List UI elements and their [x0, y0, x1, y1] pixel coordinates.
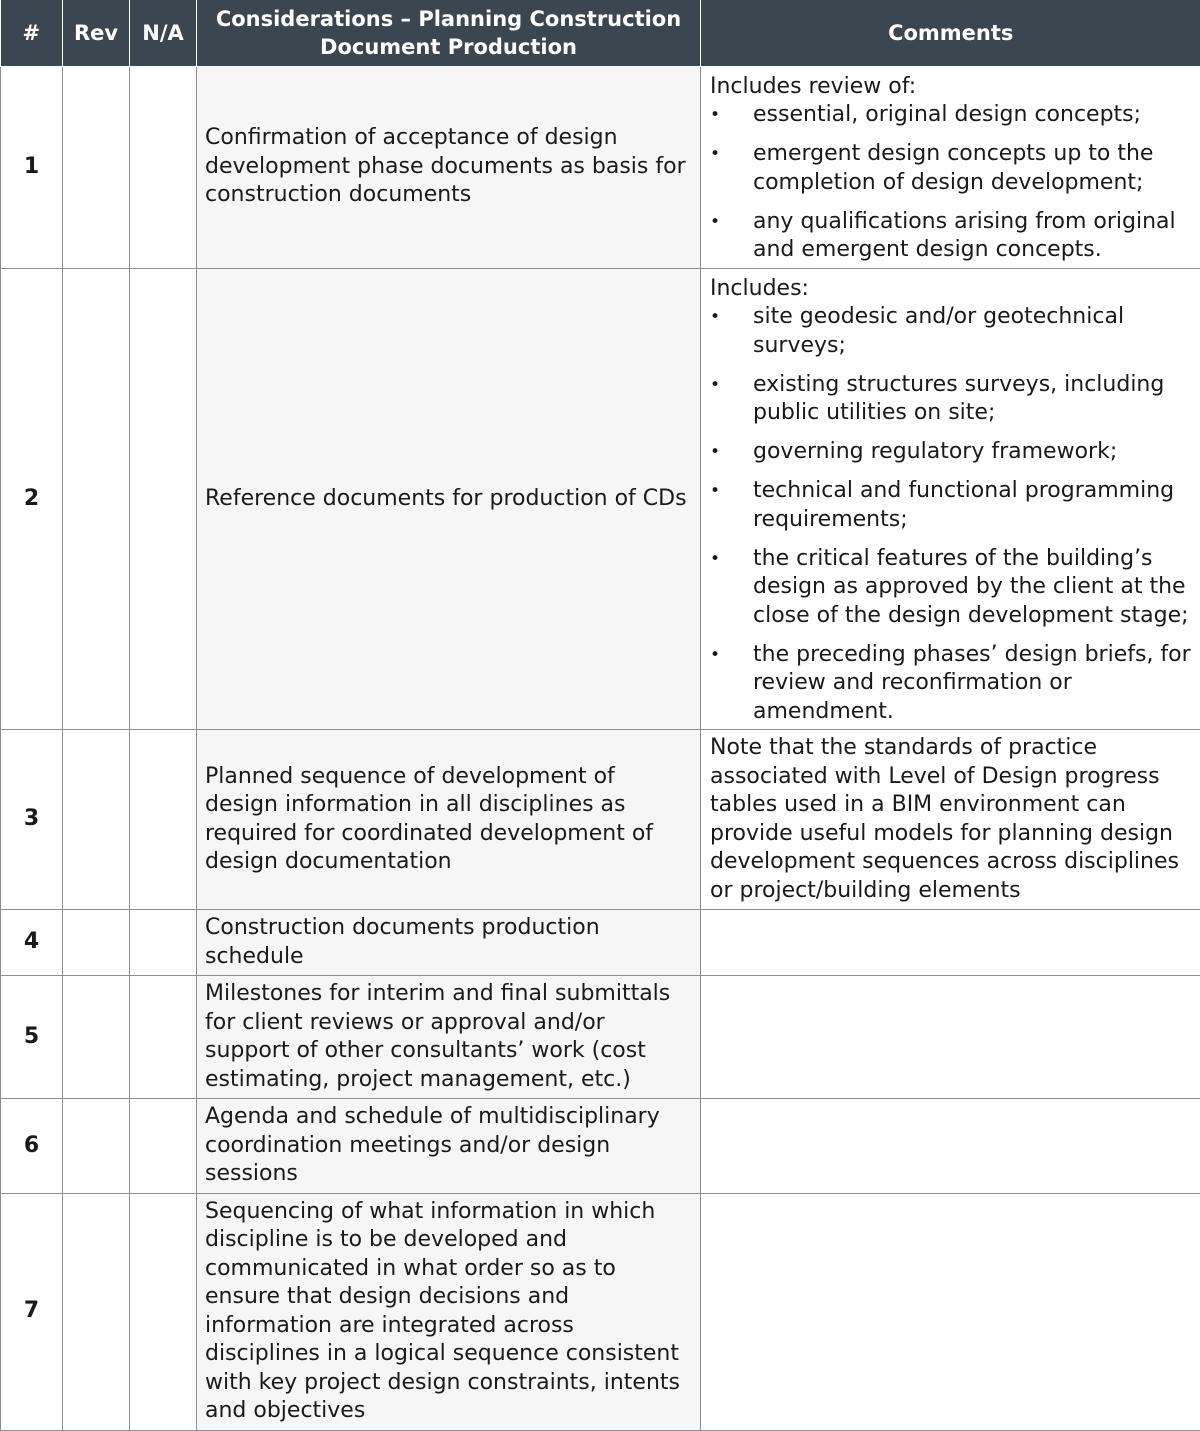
header-na: N/A — [130, 0, 197, 66]
comment-cell: Note that the standards of practice associated with Level of Design progress tables used in a BIM environment can provide useful models for planning design development sequences across disciplines or project/building elements — [701, 730, 1200, 910]
header-comments: Comments — [701, 0, 1200, 66]
consideration-cell: Milestones for interim and final submittals for client reviews or approval and/or support of other consultants’ work (cost estimating, project management, etc.) — [197, 976, 701, 1099]
table-row — [1, 1099, 1200, 1194]
comment-intro: Includes review of: — [710, 73, 1192, 102]
na-cell[interactable] — [130, 976, 197, 1099]
comment-bullet: • emergent design concepts up to the completion of design development; — [710, 140, 1192, 197]
na-cell[interactable] — [130, 730, 197, 910]
comment-bullet: • governing regulatory framework; — [710, 438, 1192, 467]
consideration-cell: Confirmation of acceptance of design development phase documents as basis for construction documents — [197, 66, 701, 268]
header-row — [1, 0, 1200, 66]
comment-cell — [701, 268, 1200, 730]
comment-bullet: • the critical features of the building’s design as approved by the client at the close of the design development stage; — [710, 545, 1192, 631]
row-number: 3 — [1, 730, 63, 910]
header-num: # — [1, 0, 63, 66]
table-row — [1, 730, 1200, 910]
row-number: 7 — [1, 1193, 63, 1430]
rev-cell[interactable] — [63, 910, 130, 976]
consideration-cell: Reference documents for production of CDs — [197, 268, 701, 730]
na-cell[interactable] — [130, 1099, 197, 1194]
row-number: 4 — [1, 910, 63, 976]
table-row — [1, 66, 1200, 268]
rev-cell[interactable] — [63, 1099, 130, 1194]
comment-cell — [701, 1099, 1200, 1194]
comment-bullet: • the preceding phases’ design briefs, for review and reconfirmation or amendment. — [710, 641, 1192, 727]
na-cell[interactable] — [130, 268, 197, 730]
table-row — [1, 268, 1200, 730]
row-number: 6 — [1, 1099, 63, 1194]
comment-cell — [701, 1193, 1200, 1430]
table-row — [1, 1193, 1200, 1430]
comment-bullet: • existing structures surveys, including public utilities on site; — [710, 371, 1192, 428]
rev-cell[interactable] — [63, 268, 130, 730]
row-number: 2 — [1, 268, 63, 730]
header-considerations: Considerations – Planning Construction Document Production — [197, 0, 701, 66]
consideration-cell: Construction documents production schedule — [197, 910, 701, 976]
na-cell[interactable] — [130, 66, 197, 268]
comment-cell — [701, 976, 1200, 1099]
table-row — [1, 910, 1200, 976]
consideration-cell: Sequencing of what information in which discipline is to be developed and communicated in what order so as to ensure that design decisions and information are integrated across disciplines in a logical sequence consistent with key project design constraints, intents and objectives — [197, 1193, 701, 1430]
comment-cell — [701, 910, 1200, 976]
row-number: 1 — [1, 66, 63, 268]
table-row — [1, 976, 1200, 1099]
comment-bullet: • any qualifications arising from original and emergent design concepts. — [710, 208, 1192, 265]
header-rev: Rev — [63, 0, 130, 66]
rev-cell[interactable] — [63, 1193, 130, 1430]
na-cell[interactable] — [130, 910, 197, 976]
comment-bullet: • technical and functional programming requirements; — [710, 477, 1192, 534]
comment-bullet: • essential, original design concepts; — [710, 101, 1192, 130]
na-cell[interactable] — [130, 1193, 197, 1430]
comment-intro: Includes: — [710, 275, 1192, 304]
rev-cell[interactable] — [63, 976, 130, 1099]
consideration-cell: Agenda and schedule of multidisciplinary coordination meetings and/or design sessions — [197, 1099, 701, 1194]
consideration-cell: Planned sequence of development of design information in all disciplines as required for coordinated development of design documentation — [197, 730, 701, 910]
rev-cell[interactable] — [63, 66, 130, 268]
rev-cell[interactable] — [63, 730, 130, 910]
row-number: 5 — [1, 976, 63, 1099]
comment-cell — [701, 66, 1200, 268]
comment-bullet-list — [710, 101, 1192, 265]
comment-bullet-list — [710, 303, 1192, 726]
comment-bullet: • site geodesic and/or geotechnical surveys; — [710, 303, 1192, 360]
